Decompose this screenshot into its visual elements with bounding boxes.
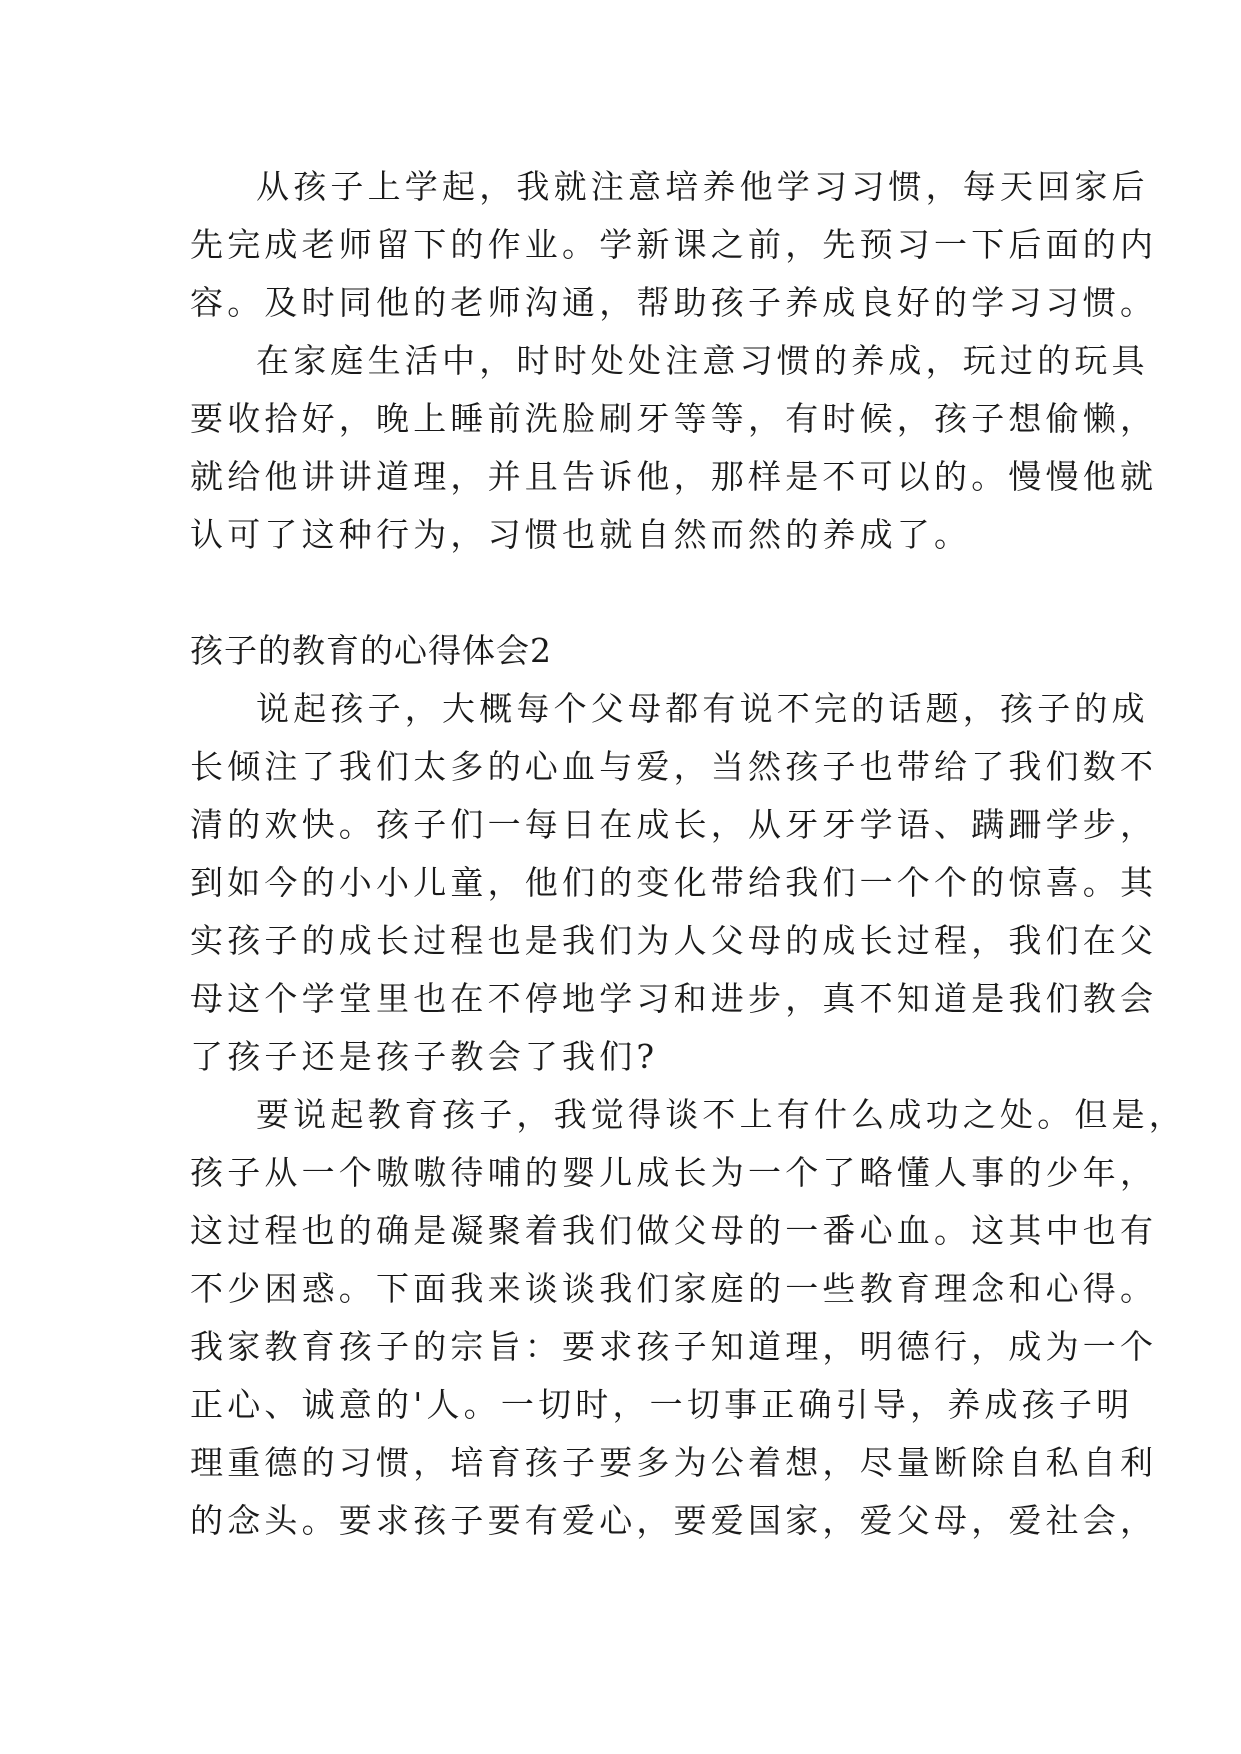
paragraph [190, 680, 1158, 1086]
text-line: 先完成老师留下的作业。学新课之前，先预习一下后面的内 [190, 225, 1158, 264]
text-line: 的念头。要求孩子要有爱心，要爱国家，爱父母，爱社会， [190, 1501, 1158, 1540]
text-line: 容。及时同他的老师沟通，帮助孩子养成良好的学习习惯。 [190, 283, 1158, 322]
paragraph [190, 332, 1158, 564]
text-line: 在家庭生活中，时时处处注意习惯的养成，玩过的玩具 [256, 341, 1149, 380]
text-line: 正心、诚意的'人。一切时，一切事正确引导，养成孩子明 [190, 1385, 1134, 1424]
paragraph [190, 158, 1158, 332]
text-line: 了孩子还是孩子教会了我们? [190, 1037, 659, 1076]
text-line: 说起孩子，大概每个父母都有说不完的话题，孩子的成 [256, 689, 1149, 728]
text-line: 就给他讲讲道理，并且告诉他，那样是不可以的。慢慢他就 [190, 457, 1158, 496]
text-line: 到如今的小小儿童，他们的变化带给我们一个个的惊喜。其 [190, 863, 1158, 902]
section-heading: 孩子的教育的心得体会2 [190, 631, 552, 670]
text-line: 长倾注了我们太多的心血与爱，当然孩子也带给了我们数不 [190, 747, 1158, 786]
text-line: 要收拾好，晚上睡前洗脸刷牙等等，有时候，孩子想偷懒， [190, 399, 1158, 438]
text-line: 要说起教育孩子，我觉得谈不上有什么成功之处。但是， [256, 1095, 1186, 1134]
paragraph [190, 1086, 1186, 1550]
text-line: 母这个学堂里也在不停地学习和进步，真不知道是我们教会 [190, 979, 1158, 1018]
text-line: 清的欢快。孩子们一每日在成长，从牙牙学语、蹒跚学步， [190, 805, 1158, 844]
text-line: 不少困惑。下面我来谈谈我们家庭的一些教育理念和心得。 [190, 1269, 1158, 1308]
text-line: 实孩子的成长过程也是我们为人父母的成长过程，我们在父 [190, 921, 1158, 960]
document-body [190, 158, 1186, 1550]
section-spacer [190, 564, 1070, 622]
text-line: 孩子从一个嗷嗷待哺的婴儿成长为一个了略懂人事的少年， [190, 1153, 1158, 1192]
text-line: 认可了这种行为，习惯也就自然而然的养成了。 [190, 515, 972, 554]
text-line: 理重德的习惯，培育孩子要多为公着想，尽量断除自私自利 [190, 1443, 1158, 1482]
text-line: 从孩子上学起，我就注意培养他学习习惯，每天回家后 [256, 167, 1149, 206]
text-line: 这过程也的确是凝聚着我们做父母的一番心血。这其中也有 [190, 1211, 1158, 1250]
text-line: 我家教育孩子的宗旨：要求孩子知道理，明德行，成为一个 [190, 1327, 1158, 1366]
